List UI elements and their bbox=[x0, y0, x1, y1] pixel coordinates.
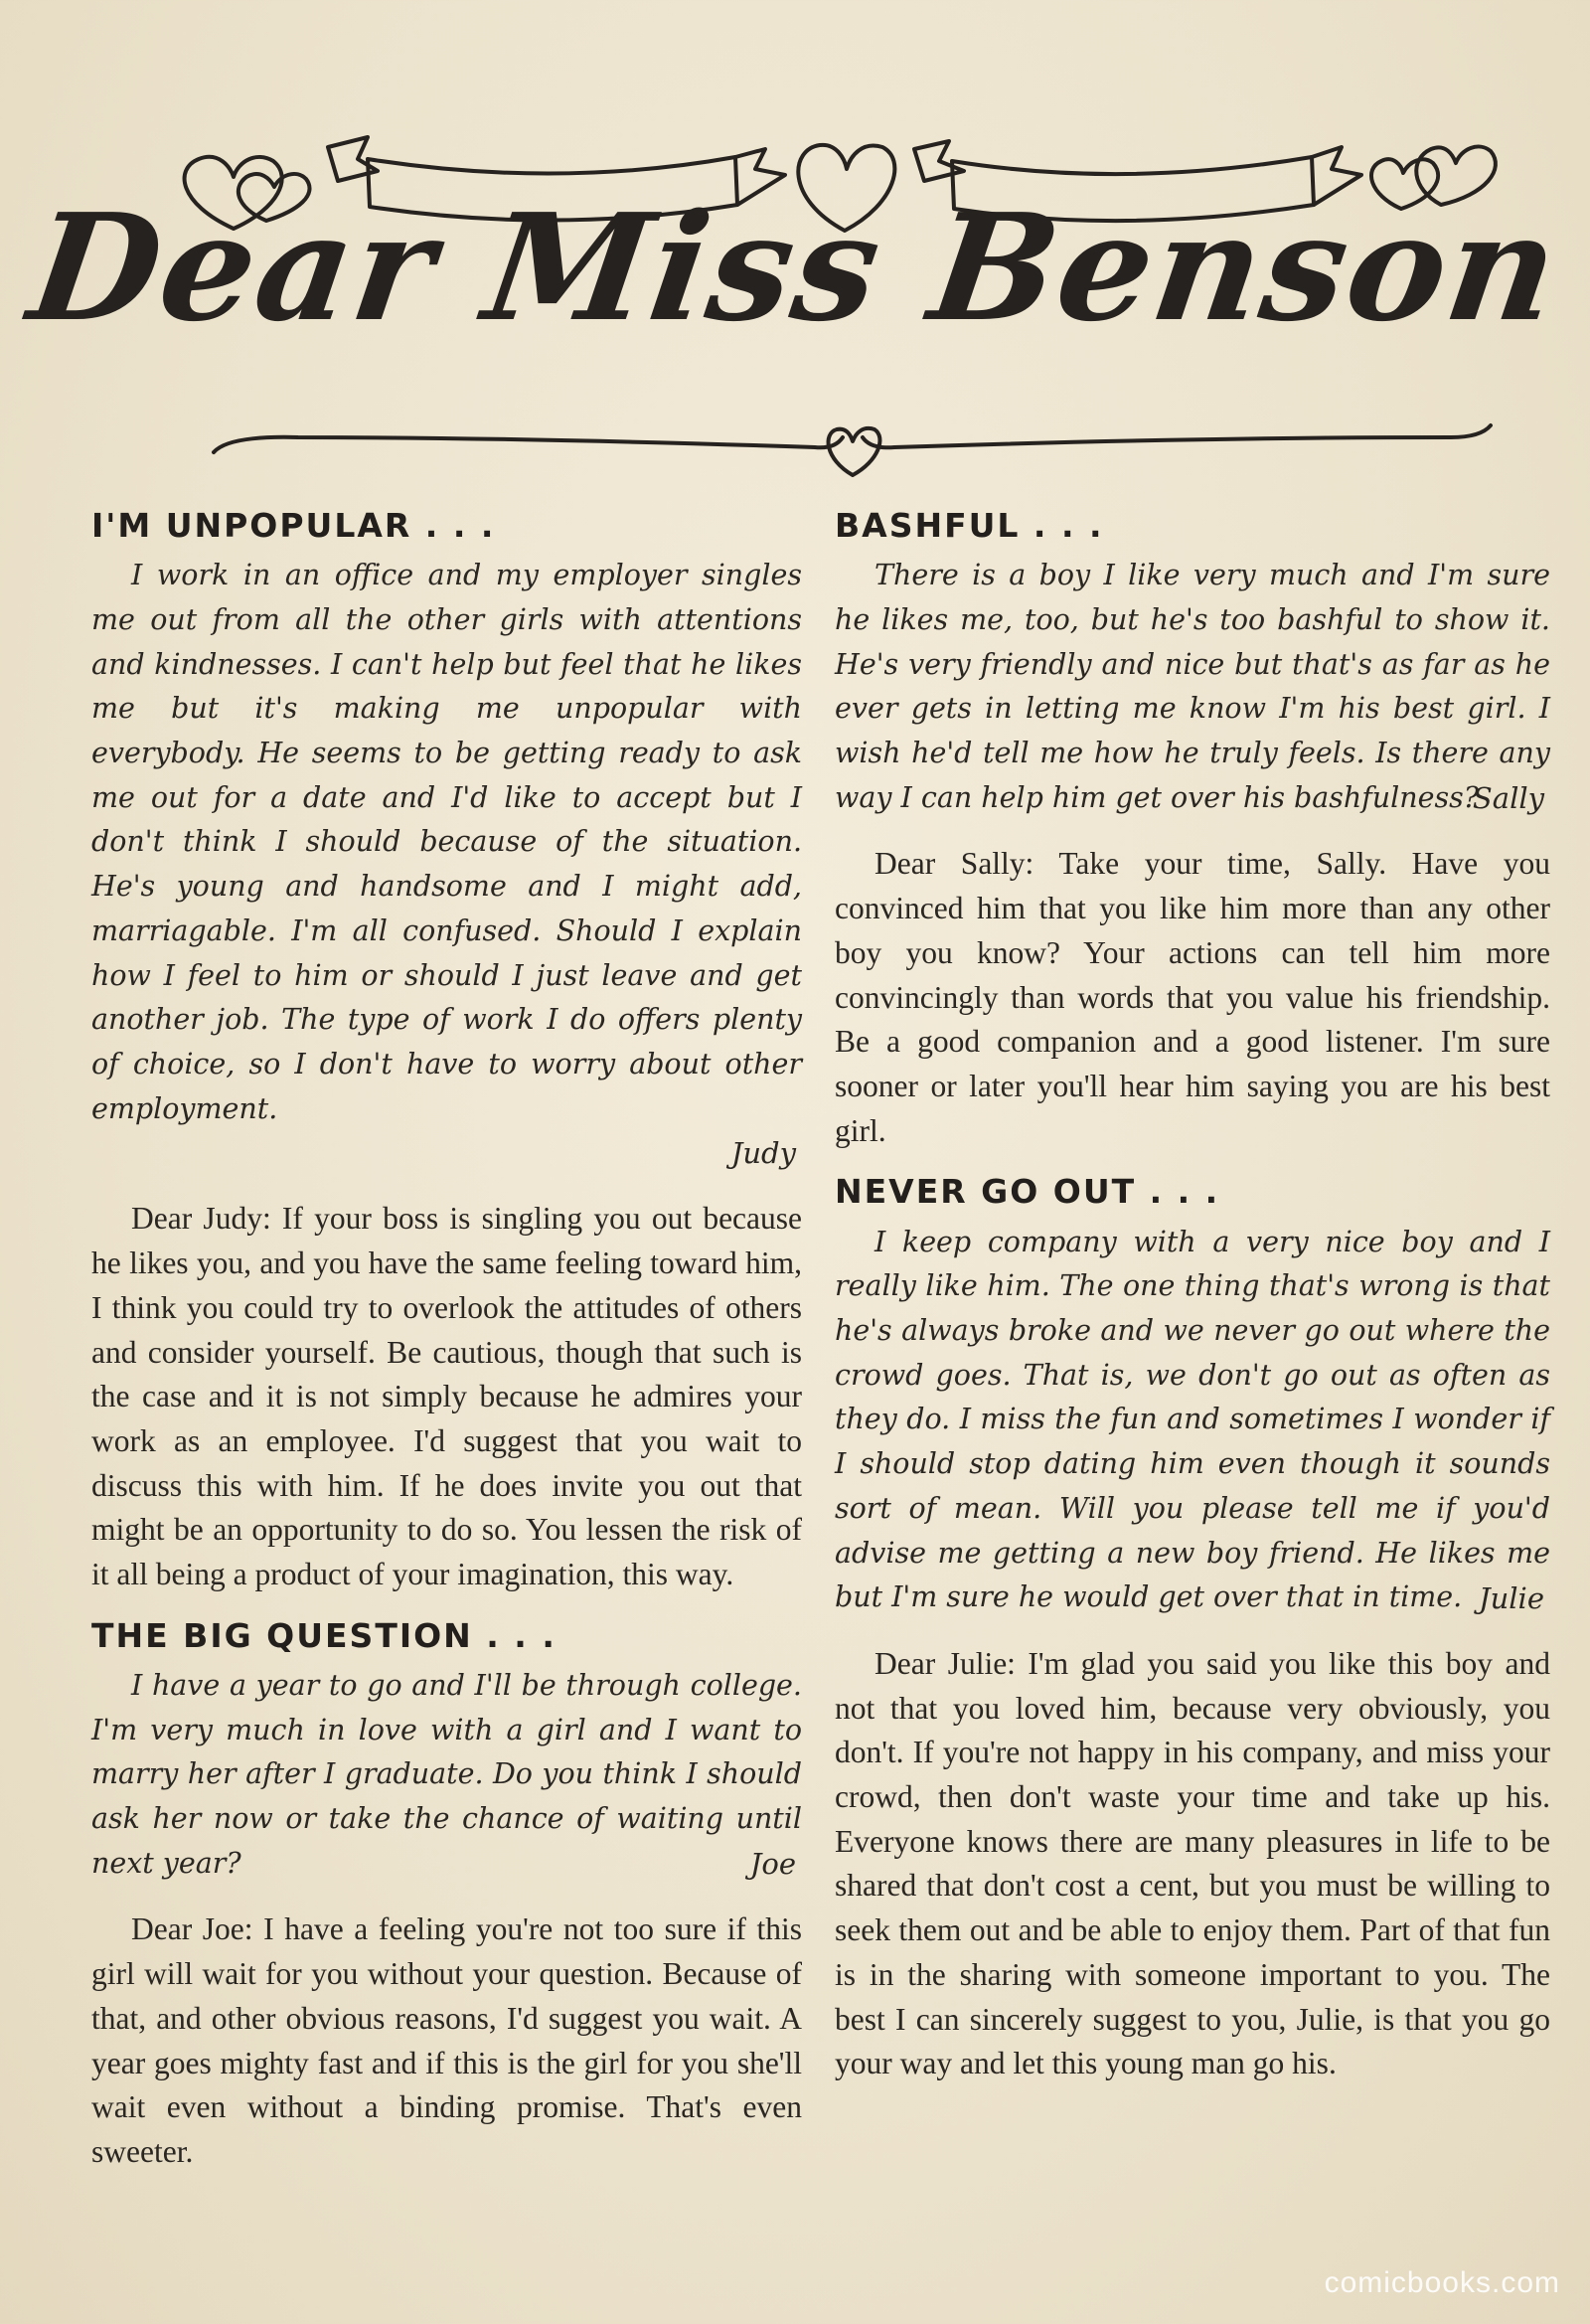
letter-heading: NEVER GO OUT . . . bbox=[835, 1172, 1220, 1212]
page-title: Dear Miss Benson bbox=[20, 181, 1570, 354]
letter-answer: Dear Julie: I'm glad you said you like this boy and not that you loved him, because very obviously, you don't. If you're not happy in his company, and miss your crowd, then don't waste your time and take up his. Everyone knows there are many pleasures in life to be shared that don't cost a cent, but you must be willing to seek them out and be able to enjoy them. Part of that fun is in the sharing with someone important to you. The best I can sincerely suggest to you, Julie, is that you go your way and let this young man go his. bbox=[835, 1645, 1550, 2081]
letter-bashful bbox=[835, 505, 1550, 1153]
letter-heading: I'M UNPOPULAR . . . bbox=[91, 506, 496, 545]
page-header bbox=[0, 0, 1590, 497]
letter-heading: BASHFUL . . . bbox=[835, 506, 1104, 545]
letter-question: There is a boy I like very much and I'm sure he likes me, too, but he's too bashful to show it. He's very friendly and nice but that's as far as he ever gets in letting me know I'm his best girl. I wish he'd tell me how he truly feels. Is there any way I can help him get over his bashfulness? bbox=[835, 559, 1550, 814]
letter-question: I keep company with a very nice boy and I really like him. The one thing that's wrong is that he's always broke and we never go out where the crowd goes. That is, we don't go out as often as they do. I miss the fun and sometimes I wonder if I should stop dating him even though it sounds sort of mean. Will you please tell me if you'd advise me getting a new boy friend. He likes me but I'm sure he would get over that in time. bbox=[835, 1225, 1550, 1614]
letter-big-question bbox=[91, 1615, 802, 2175]
letter-unpopular bbox=[91, 505, 802, 1597]
watermark: comicbooks.com bbox=[1324, 2266, 1560, 2299]
letter-never-go-out bbox=[835, 1171, 1550, 2086]
right-column bbox=[835, 505, 1550, 2086]
letter-heading: THE BIG QUESTION . . . bbox=[91, 1615, 556, 1655]
letter-question: I have a year to go and I'll be through college. I'm very much in love with a girl and I want to marry her after I graduate. Do you think I should ask her now or take the chance of waiting until next year? bbox=[91, 1668, 802, 1880]
left-column bbox=[91, 505, 802, 2175]
letter-signature: Joe bbox=[749, 1847, 796, 1882]
letter-signature: Julie bbox=[1478, 1580, 1544, 1615]
letter-signature: Judy bbox=[730, 1136, 796, 1171]
letter-answer: Dear Judy: If your boss is singling you out because he likes you, and you have the same feeling toward him, I think you could try to overlook the attitudes of others and consider yourself. Be cautious, though that such is the case and it is not simply because he admires your work as an employee. I'd suggest that you wait to discuss this with him. If he does invite you out that might be an opportunity to do so. You lessen the risk of it all being a product of your imagination, this way. bbox=[91, 1201, 802, 1592]
letter-signature: Sally bbox=[1472, 781, 1544, 816]
letter-answer: Dear Joe: I have a feeling you're not too sure if this girl will wait for you without your question. Because of that, and other obvious reasons, I'd suggest you wait. A year goes mighty fast and if this is the girl for you she'll wait even without a binding promise. That's even sweeter. bbox=[91, 1911, 802, 2169]
letter-answer: Dear Sally: Take your time, Sally. Have you convinced him that you like him more than any other boy you know? Your actions can tell him more convincingly than words that you value his friendship. Be a good companion and a good listener. I'm sure sooner or later you'll hear him saying you are his best girl. bbox=[835, 846, 1550, 1148]
heart-icon bbox=[829, 428, 880, 475]
letter-question: I work in an office and my employer singles me out from all the other girls with attentions and kindnesses. I can't help but feel that he likes me but it's making me unpopular with everybody. He seems to be getting ready to ask me out for a date and I'd like to accept but I don't think I should because of the situation. He's young and handsome and I might add, marriagable. I'm all confused. Should I explain how I feel to him or should I just leave and get another job. The type of work I do offers plenty of choice, so I don't have to worry about other employment. bbox=[91, 559, 802, 1125]
